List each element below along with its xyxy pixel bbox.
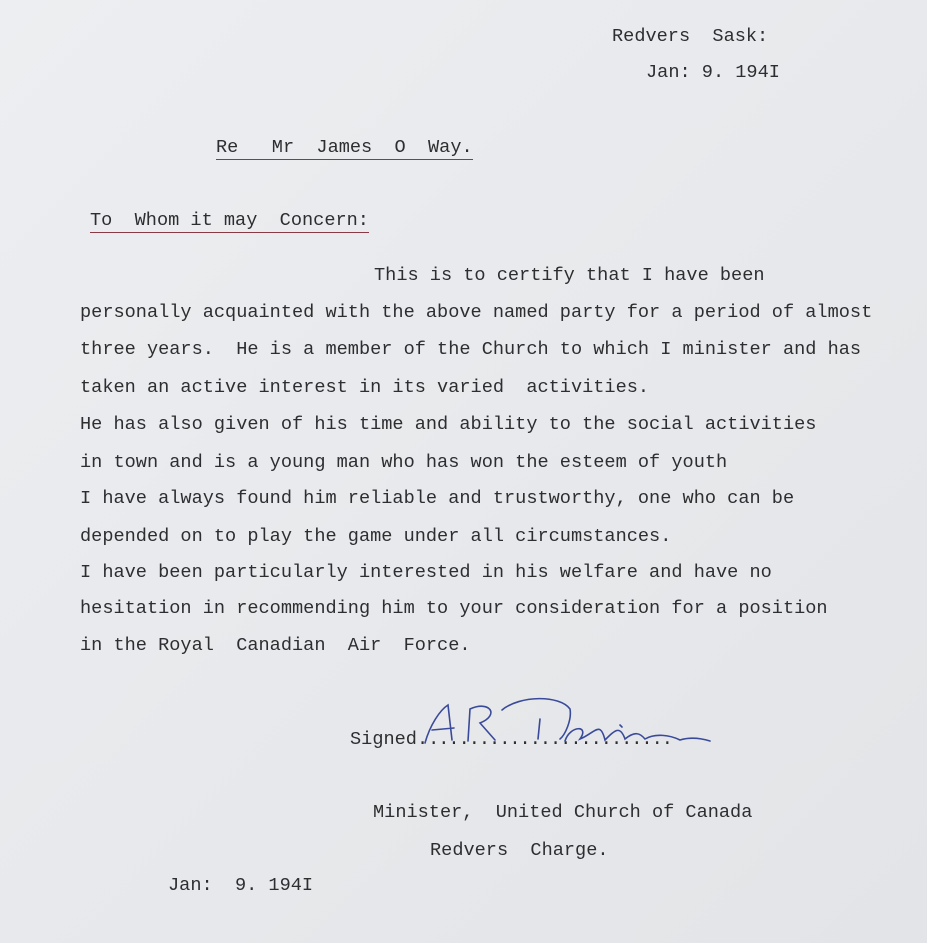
body-line: taken an active interest in its varied activities.	[80, 377, 650, 398]
subject-line	[216, 137, 473, 159]
body-line: in the Royal Canadian Air Force.	[80, 635, 471, 656]
signature-label: Signed.	[350, 729, 429, 750]
body-line: I have been particularly interested in his welfare and have no	[80, 562, 772, 583]
body-line: hesitation in recommending him to your consideration for a position	[80, 598, 828, 619]
subject-text: Re Mr James O Way.	[216, 137, 473, 158]
salutation-text: To Whom it may Concern:	[90, 210, 369, 231]
header-place: Redvers Sask:	[612, 26, 769, 47]
closing-charge: Redvers Charge.	[430, 840, 609, 861]
body-line: depended on to play the game under all circumstances.	[80, 526, 672, 547]
body-line: personally acquainted with the above named party for a period of almost	[80, 302, 873, 323]
handwritten-signature	[420, 695, 720, 755]
body-line: He has also given of his time and ability to the social activities	[80, 414, 817, 435]
salutation	[90, 210, 369, 232]
signature-dots: ........................	[428, 729, 672, 750]
closing-title: Minister, United Church of Canada	[373, 802, 753, 823]
body-line: This is to certify that I have been	[374, 265, 765, 286]
header-date: Jan: 9. 194I	[646, 62, 780, 83]
body-line: I have always found him reliable and trustworthy, one who can be	[80, 488, 795, 509]
body-line: three years. He is a member of the Church to which I minister and has	[80, 339, 862, 360]
body-line: in town and is a young man who has won the esteem of youth	[80, 452, 728, 473]
footer-date: Jan: 9. 194I	[168, 875, 314, 896]
